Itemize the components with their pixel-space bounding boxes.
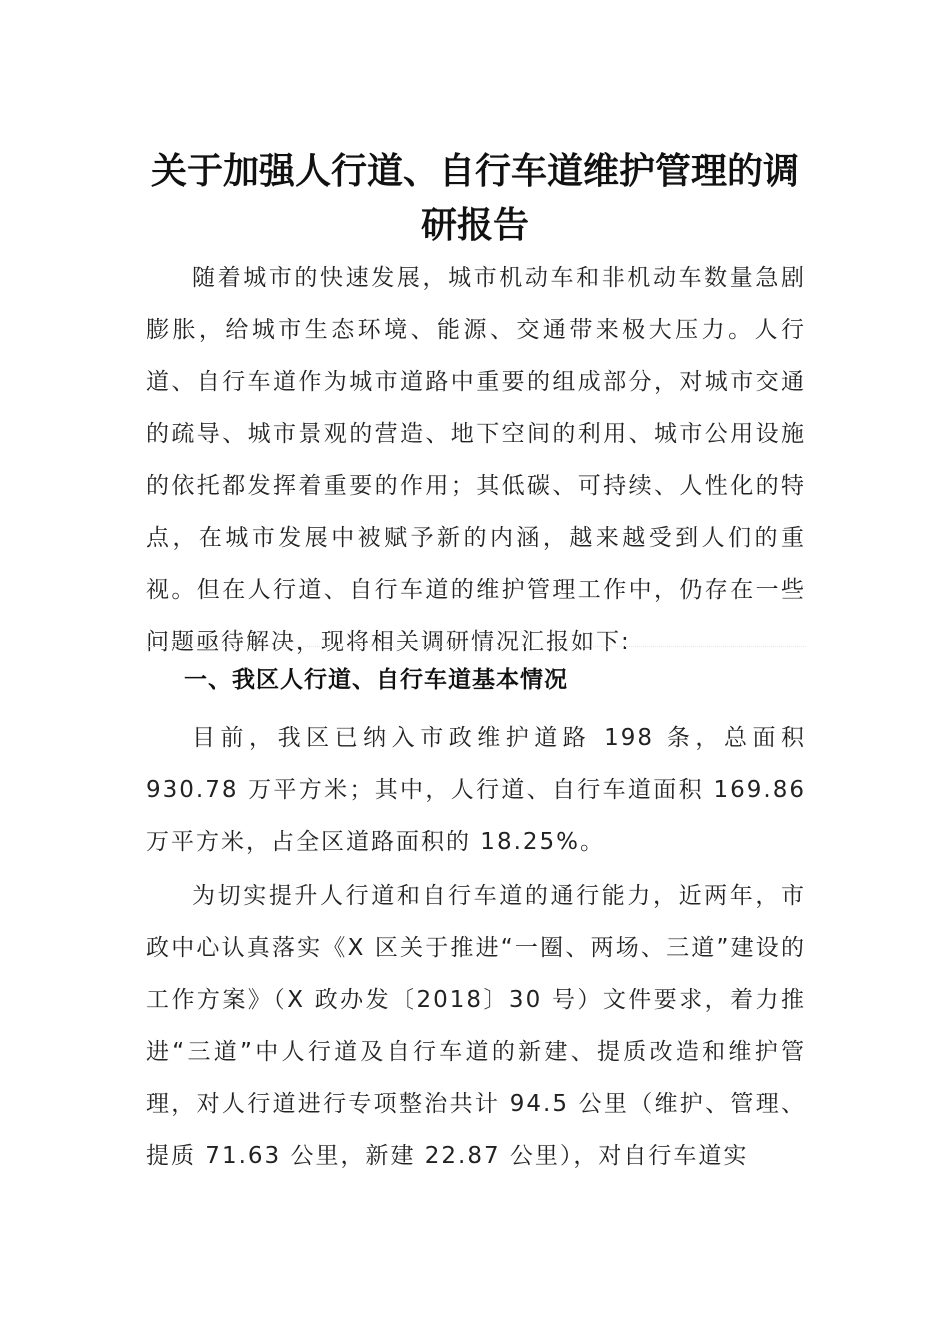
document-title: 关于加强人行道、自行车道维护管理的调研报告: [150, 150, 799, 247]
section-heading: 一、我区人行道、自行车道基本情况: [184, 667, 568, 693]
section-paragraph-2: 为切实提升人行道和自行车道的通行能力，近两年，市政中心认真落实《X 区关于推进“一圈、两场、三道”建设的工作方案》（X 政办发〔2018〕30 号）文件要求，着力推进“三道”中人行道及自行车道的新建、提质改造和维护管理，对人行道进行专项整治共计 94.5 公里（维护、管理、提质 71.63 公里，新建 22.87 公里），对自行车道实: [146, 883, 806, 1169]
intro-paragraph: 随着城市的快速发展，城市机动车和非机动车数量急剧膨胀，给城市生态环境、能源、交通带来极大压力。人行道、自行车道作为城市道路中重要的组成部分，对城市交通的疏导、城市景观的营造、地下空间的利用、城市公用设施的依托都发挥着重要的作用；其低碳、可持续、人性化的特点，在城市发展中被赋予新的内涵，越来越受到人们的重视。但在人行道、自行车道的维护管理工作中，仍存在一些问题亟待解决，现将相关调研情况汇报如下:: [146, 265, 806, 655]
section-paragraph-1: 目前，我区已纳入市政维护道路 198 条，总面积 930.78 万平方米；其中，人行道、自行车道面积 169.86 万平方米，占全区道路面积的 18.25%。: [146, 725, 806, 855]
divider: [146, 646, 806, 647]
